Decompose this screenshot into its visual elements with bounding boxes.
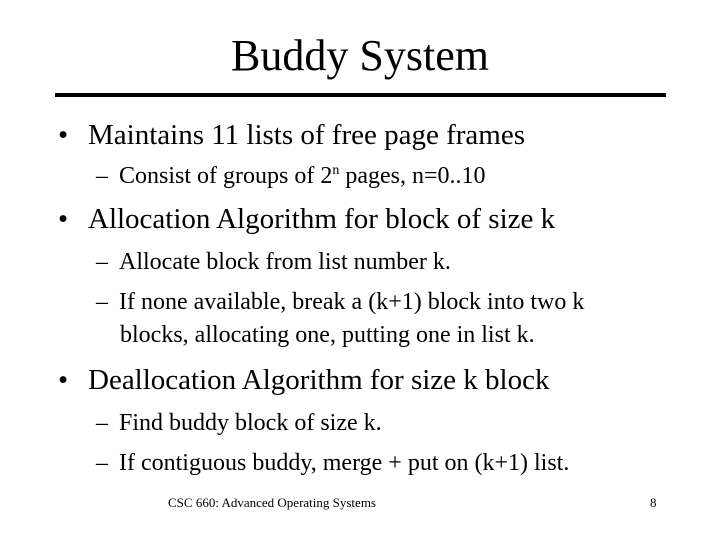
sub-bullet-dash: – (96, 289, 108, 315)
slide-title: Buddy System (231, 31, 489, 80)
bullet-text: Allocation Algorithm for block of size k (88, 203, 556, 235)
sub-bullet-text: If none available, break a (k+1) block into two k (119, 289, 585, 315)
sub-bullet-find-buddy (96, 408, 382, 438)
bullet-maintains-lists (58, 117, 525, 153)
bullet-symbol: • (58, 119, 69, 151)
sub-bullet-text-post: pages, n=0..10 (339, 163, 486, 189)
footer-page-number: 8 (650, 495, 657, 510)
sub-bullet-merge-buddy (96, 448, 569, 478)
sub-bullet-text: Allocate block from list number k. (119, 249, 451, 275)
sub-bullet-dash: – (96, 410, 108, 436)
footer-course-name: CSC 660: Advanced Operating Systems (168, 495, 376, 510)
sub-bullet-dash: – (96, 249, 108, 275)
bullet-text: Deallocation Algorithm for size k block (88, 364, 550, 396)
bullet-text: Maintains 11 lists of free page frames (88, 119, 526, 151)
sub-bullet-dash: – (96, 450, 108, 476)
title-underline (55, 93, 666, 97)
superscript-n: n (332, 163, 340, 178)
sub-bullet-split-block (96, 287, 584, 317)
sub-bullet-groups (96, 161, 486, 191)
sub-bullet-split-block-continuation: blocks, allocating one, putting one in list k. (120, 322, 535, 348)
sub-bullet-allocate-from-list (96, 247, 451, 277)
sub-bullet-text-pre: Consist of groups of 2 (119, 163, 333, 189)
bullet-symbol: • (58, 203, 69, 235)
sub-bullet-dash: – (96, 163, 108, 189)
sub-bullet-text: Find buddy block of size k. (119, 410, 382, 436)
sub-bullet-text: If contiguous buddy, merge + put on (k+1) list. (119, 450, 570, 476)
bullet-symbol: • (58, 364, 69, 396)
bullet-deallocation-algorithm (58, 362, 549, 398)
bullet-allocation-algorithm (58, 201, 555, 237)
